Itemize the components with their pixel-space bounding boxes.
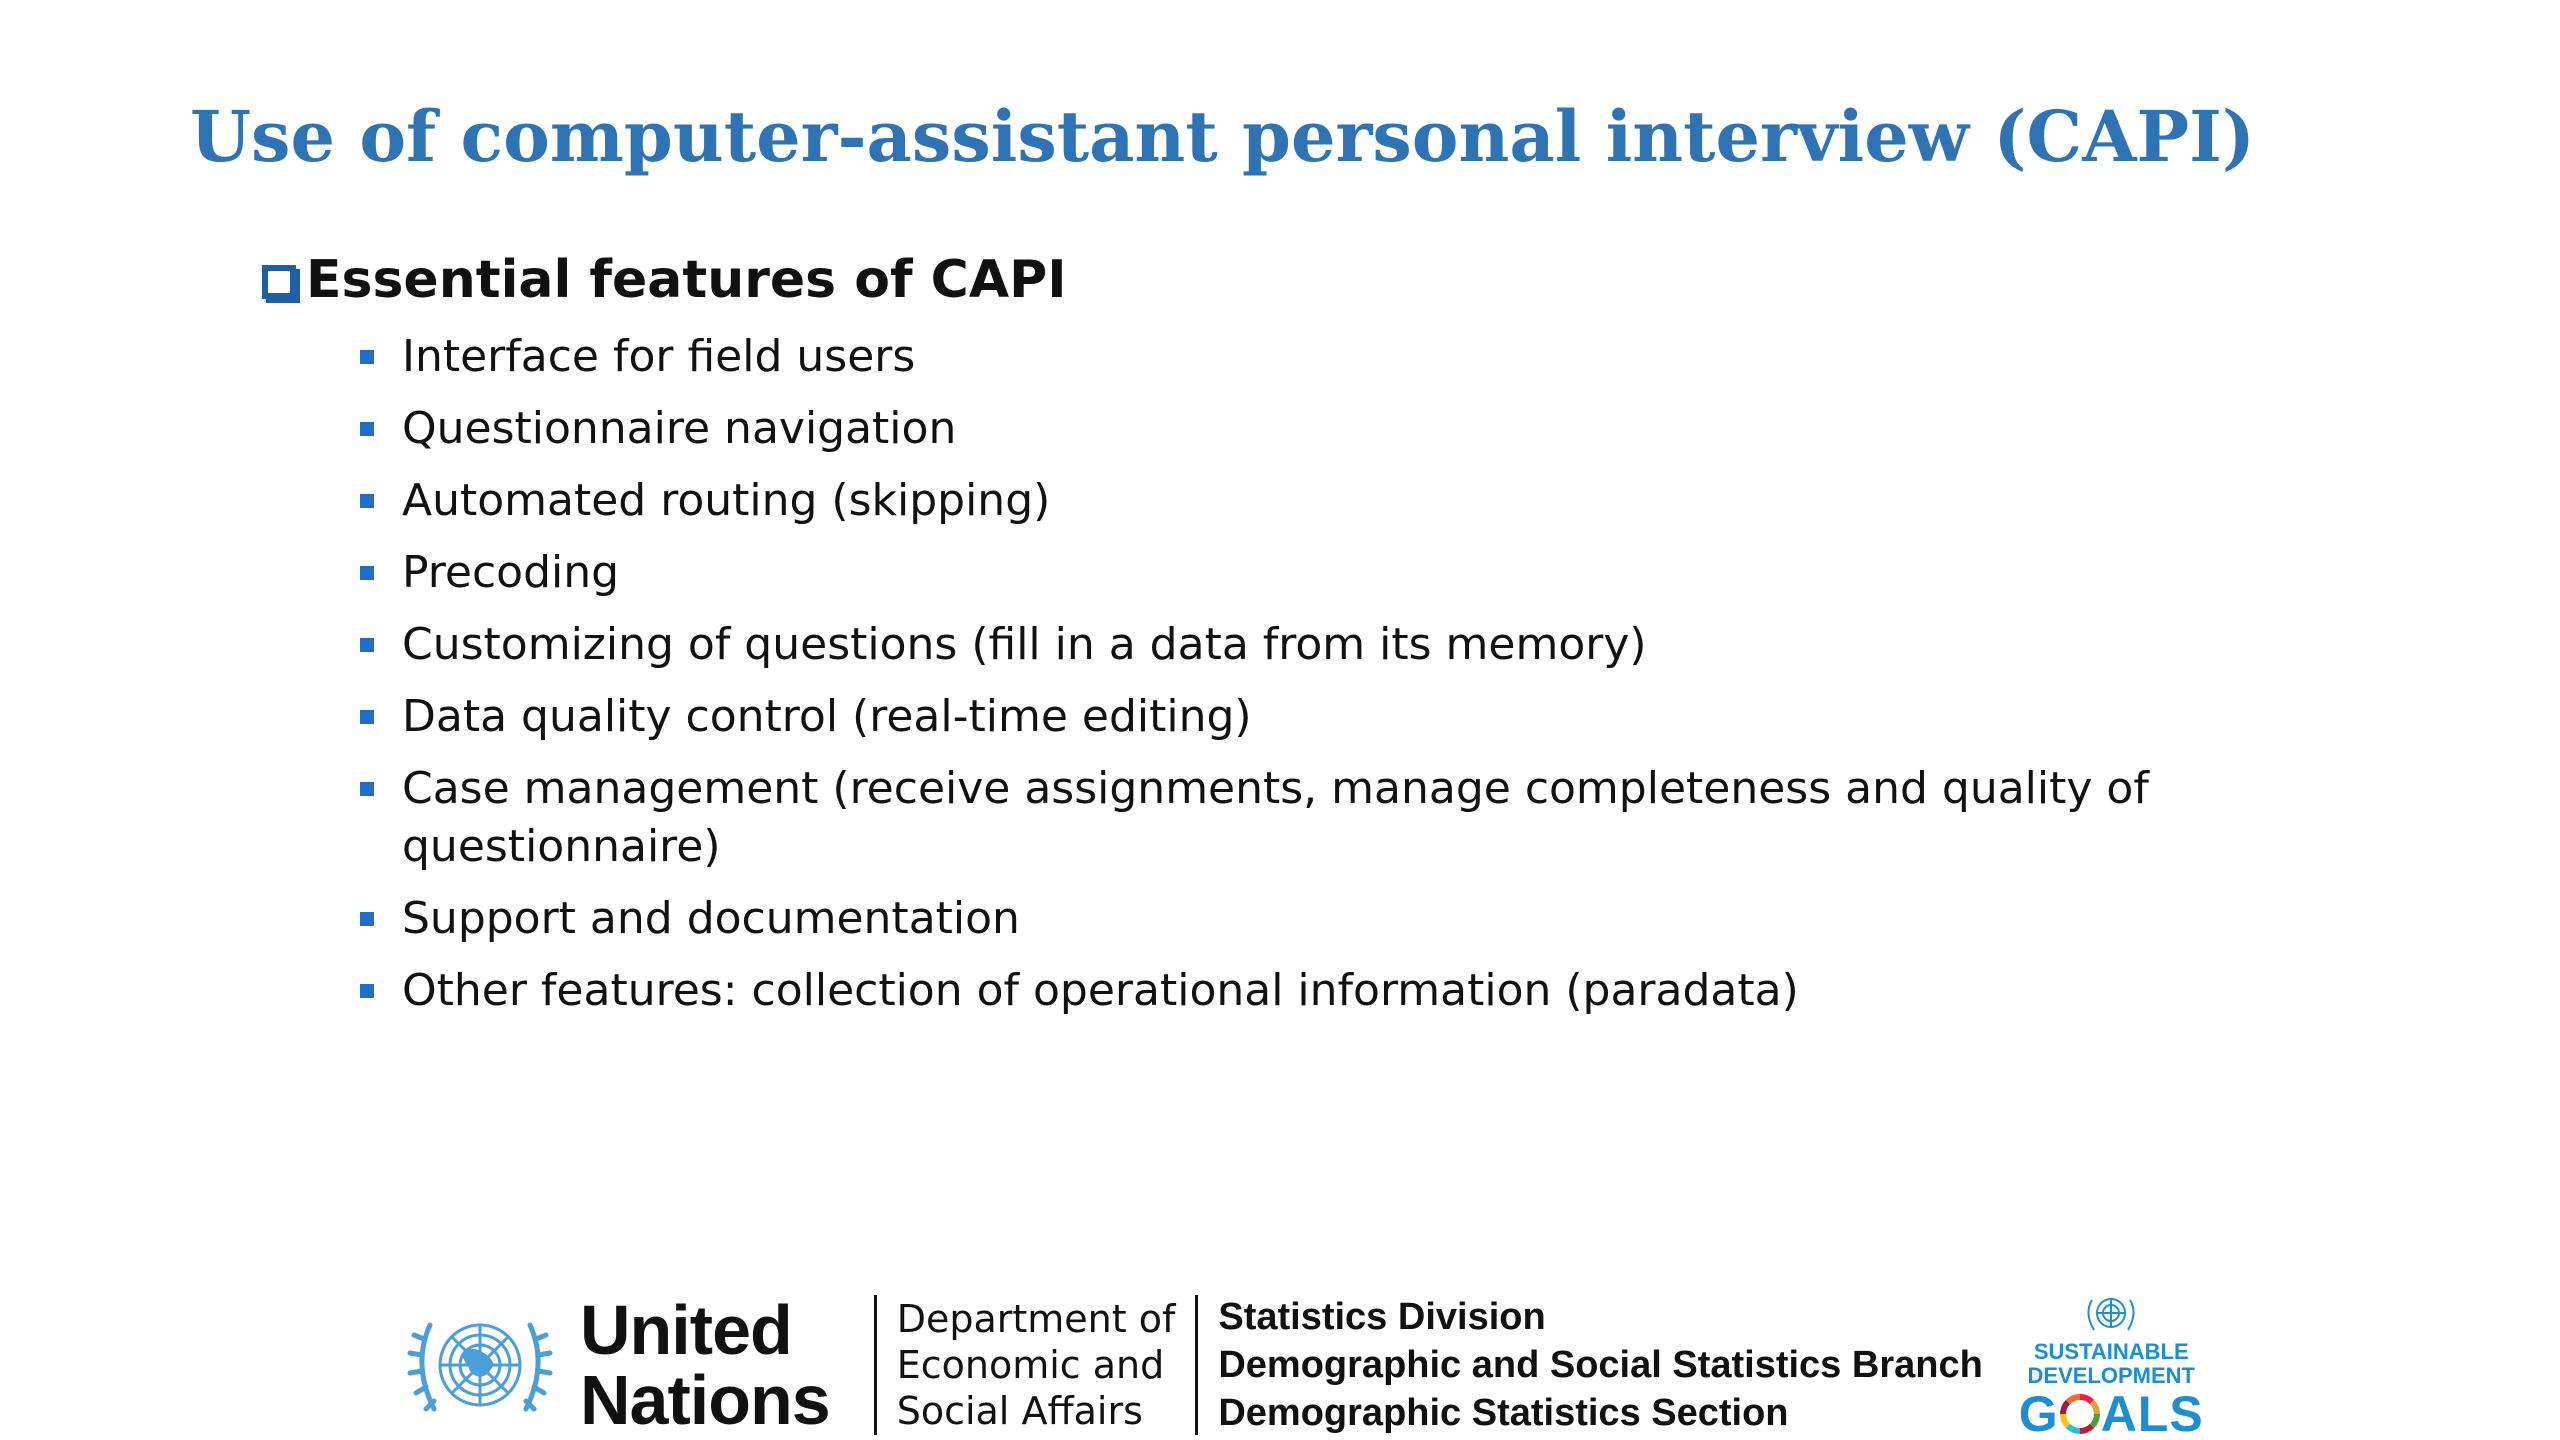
footer <box>400 1290 2204 1440</box>
sdg-goals <box>2019 1388 2204 1440</box>
desa-line-1: Department of <box>896 1297 1176 1341</box>
division-line-1: Statistics Division <box>1218 1296 1546 1338</box>
square-bullet-icon <box>360 350 374 364</box>
sdg-line-2: DEVELOPMENT <box>2027 1363 2195 1388</box>
feature-text: Precoding <box>402 547 620 598</box>
feature-text: Support and documentation <box>402 893 1020 944</box>
sdg-line-1: SUSTAINABLE <box>2033 1339 2189 1364</box>
division-block <box>1218 1293 1982 1437</box>
list-item <box>360 328 2180 386</box>
un-wordmark <box>580 1291 830 1439</box>
feature-text: Interface for field users <box>402 331 916 382</box>
features-section <box>262 240 2262 1034</box>
list-item <box>360 962 2180 1020</box>
square-bullet-icon <box>360 566 374 580</box>
division-line-3: Demographic Statistics Section <box>1218 1392 1789 1434</box>
square-bullet-icon <box>360 984 374 998</box>
feature-list <box>262 328 2262 1020</box>
square-bullet-icon <box>360 782 374 796</box>
list-item <box>360 616 2180 674</box>
section-heading <box>262 240 2262 320</box>
un-line-2: Nations <box>580 1361 830 1439</box>
list-item <box>360 760 2180 876</box>
un-line-1: United <box>580 1291 792 1369</box>
feature-text: Questionnaire navigation <box>402 403 957 454</box>
footer-divider <box>874 1295 877 1435</box>
list-item <box>360 890 2180 948</box>
un-emblem-icon <box>2082 1290 2140 1336</box>
sdg-wheel-icon <box>2060 1394 2100 1434</box>
sdg-goals-pre: G <box>2018 1386 2059 1440</box>
division-line-2: Demographic and Social Statistics Branch <box>1218 1344 1983 1386</box>
desa-line-2: Economic and <box>896 1343 1165 1387</box>
square-bullet-icon <box>360 710 374 724</box>
un-emblem-icon <box>400 1295 560 1435</box>
feature-text: Data quality control (real-time editing) <box>402 691 1252 742</box>
square-bullet-icon <box>360 494 374 508</box>
list-item <box>360 544 2180 602</box>
list-item <box>360 688 2180 746</box>
feature-text: Case management (receive assignments, manage completeness and quality of questionnaire) <box>402 763 2149 872</box>
slide-title: Use of computer-assistant personal interview (CAPI) <box>190 95 2255 178</box>
square-bullet-icon <box>360 422 374 436</box>
footer-divider <box>1195 1295 1198 1435</box>
feature-text: Other features: collection of operational information (paradata) <box>402 965 1799 1016</box>
feature-text: Automated routing (skipping) <box>402 475 1051 526</box>
square-bullet-icon <box>360 638 374 652</box>
desa-name <box>897 1296 1176 1434</box>
list-item <box>360 400 2180 458</box>
feature-text: Customizing of questions (fill in a data from its memory) <box>402 619 1647 670</box>
checkbox-icon <box>262 265 296 299</box>
sdg-goals-post: ALS <box>2100 1386 2204 1440</box>
sdg-logo <box>2019 1290 2204 1440</box>
list-item <box>360 472 2180 530</box>
square-bullet-icon <box>360 912 374 926</box>
section-heading-text: Essential features of CAPI <box>306 250 1067 310</box>
desa-line-3: Social Affairs <box>896 1389 1143 1433</box>
